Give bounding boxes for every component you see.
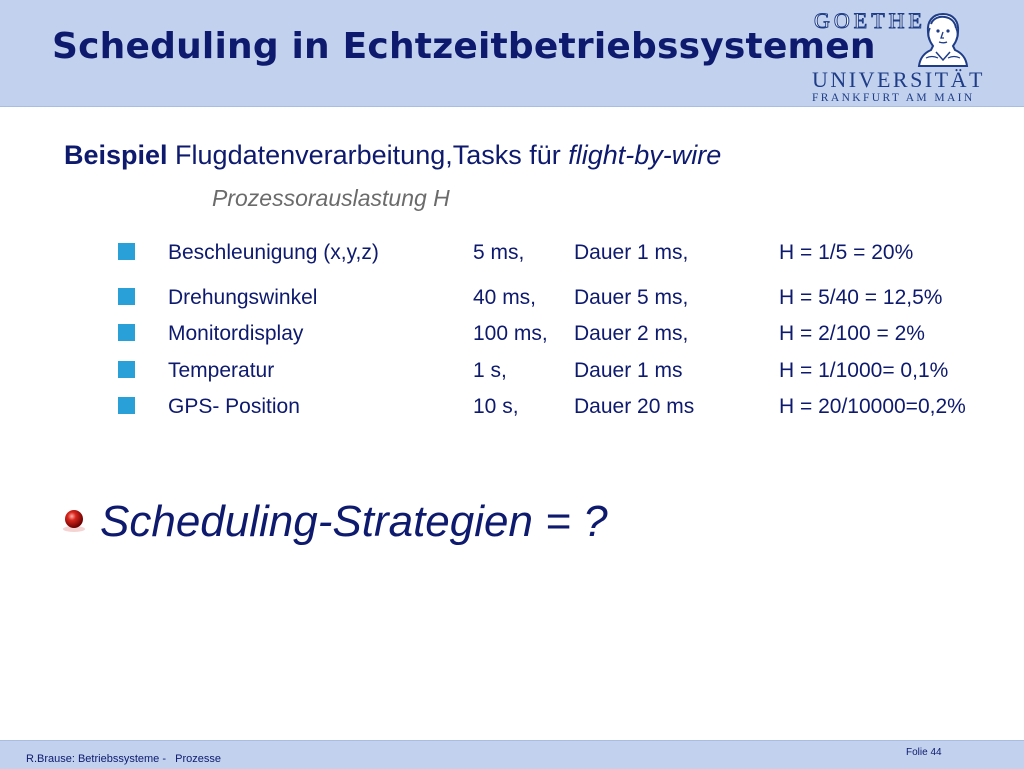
example-heading-italic: flight-by-wire — [568, 140, 722, 170]
task-period: 100 ms, — [473, 322, 548, 345]
task-name: Monitordisplay — [168, 322, 304, 345]
task-row — [0, 359, 1024, 387]
footer-course: R.Brause: Betriebssysteme - Prozesse — [26, 753, 222, 765]
slide-title: Scheduling in Echtzeitbetriebssystemen — [52, 26, 876, 67]
task-row — [0, 322, 1024, 350]
slide-number: Folie 44 — [906, 747, 942, 758]
square-bullet-icon — [118, 361, 135, 378]
logo-universitaet-text: UNIVERSITÄT — [812, 67, 985, 92]
square-bullet-icon — [118, 324, 135, 341]
load-label: Prozessorauslastung H — [212, 185, 450, 211]
goethe-portrait-icon — [916, 10, 970, 68]
task-name: Beschleunigung (x,y,z) — [168, 241, 379, 264]
task-row — [0, 395, 1024, 423]
task-duration: Dauer 1 ms — [574, 359, 683, 382]
footer-bar — [0, 740, 1024, 769]
task-duration: Dauer 2 ms, — [574, 322, 689, 345]
task-row — [0, 241, 1024, 269]
task-load: H = 1/5 = 20% — [779, 241, 914, 264]
square-bullet-icon — [118, 243, 135, 260]
task-period: 5 ms, — [473, 241, 525, 264]
example-heading-text: Flugdatenverarbeitung,Tasks für — [167, 140, 569, 170]
square-bullet-icon — [118, 288, 135, 305]
task-period: 1 s, — [473, 359, 507, 382]
task-load: H = 20/10000=0,2% — [779, 395, 966, 418]
header-bar — [0, 0, 1024, 107]
red-ball-bullet-icon — [60, 505, 90, 535]
task-period: 40 ms, — [473, 286, 537, 309]
task-name: Drehungswinkel — [168, 286, 318, 309]
example-heading — [64, 140, 721, 171]
logo-goethe-text: GOETHE — [814, 8, 926, 33]
example-heading-bold: Beispiel — [64, 140, 168, 170]
task-duration: Dauer 20 ms — [574, 395, 695, 418]
task-duration: Dauer 1 ms, — [574, 241, 689, 264]
task-row — [0, 286, 1024, 314]
task-period: 10 s, — [473, 395, 519, 418]
task-name: GPS- Position — [168, 395, 300, 418]
task-name: Temperatur — [168, 359, 275, 382]
task-load: H = 1/1000= 0,1% — [779, 359, 949, 382]
strategy-question: Scheduling-Strategien = ? — [100, 497, 608, 546]
logo-frankfurt-text: FRANKFURT AM MAIN — [812, 92, 975, 104]
square-bullet-icon — [118, 397, 135, 414]
task-duration: Dauer 5 ms, — [574, 286, 689, 309]
task-load: H = 5/40 = 12,5% — [779, 286, 943, 309]
task-load: H = 2/100 = 2% — [779, 322, 925, 345]
